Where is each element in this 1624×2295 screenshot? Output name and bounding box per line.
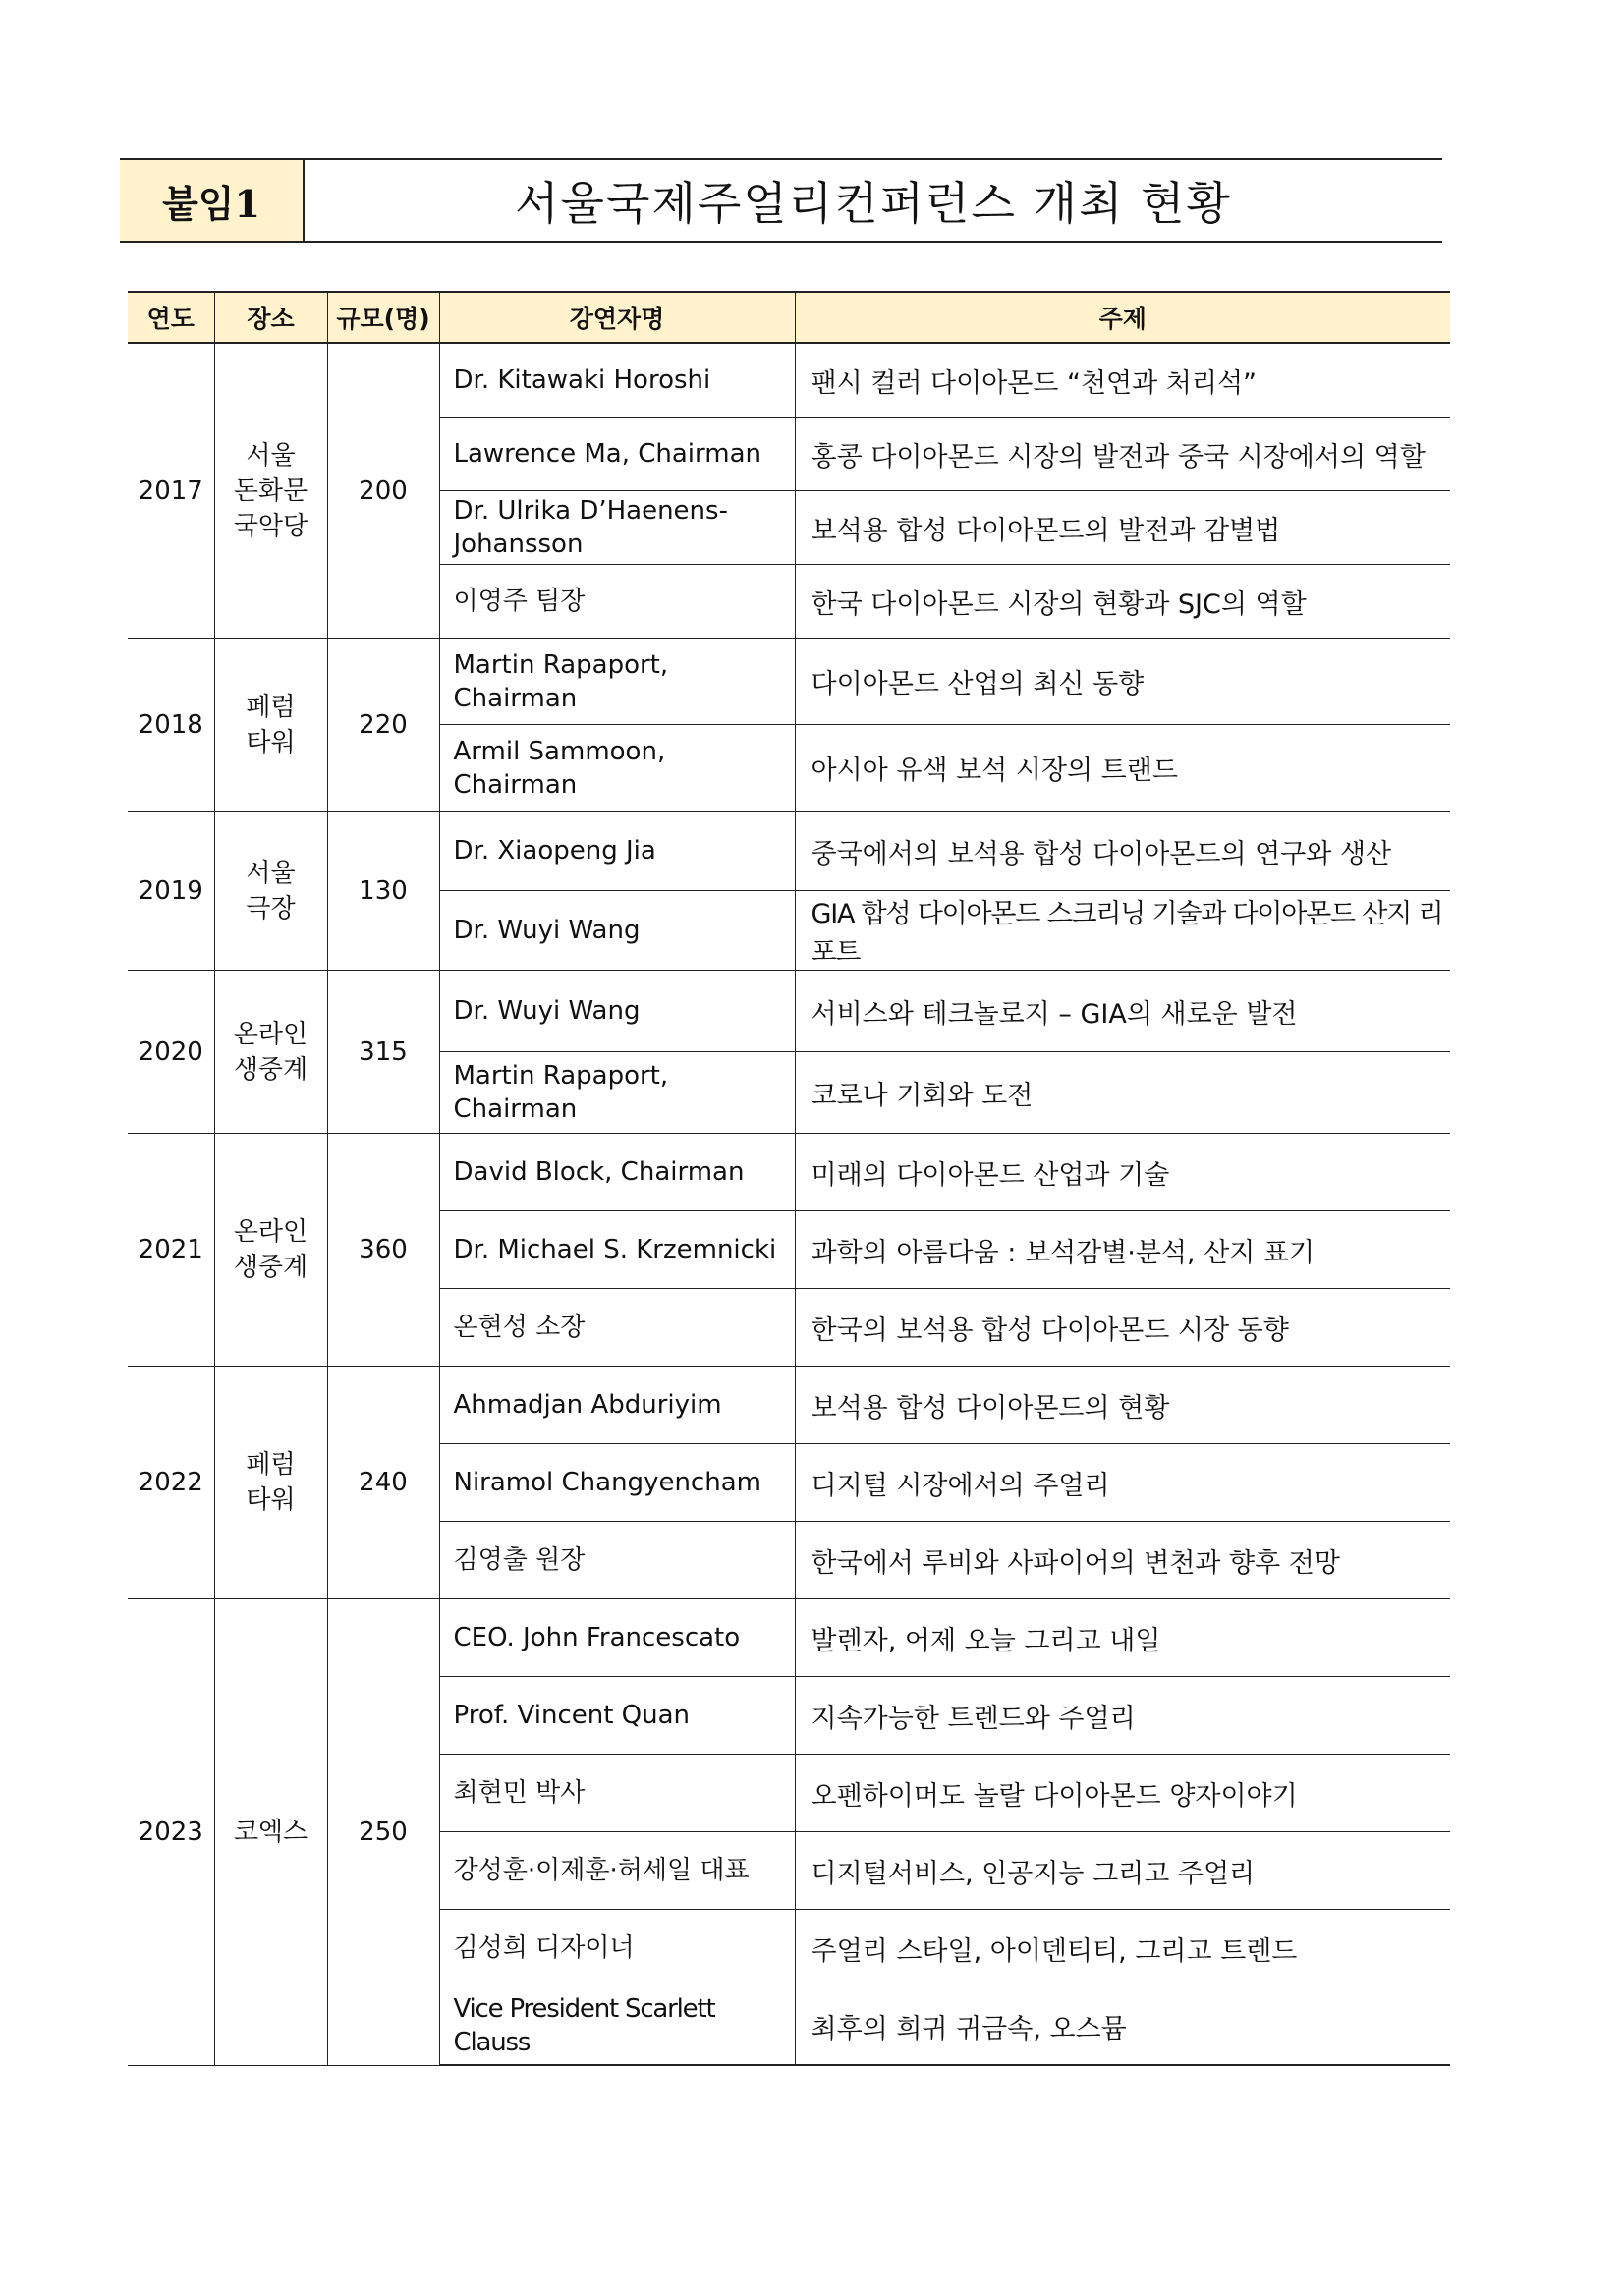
topic-cell: 미래의 다이아몬드 산업과 기술 — [795, 1134, 1450, 1211]
topic-cell: 과학의 아름다움 : 보석감별·분석, 산지 표기 — [795, 1211, 1450, 1289]
year-cell: 2018 — [128, 639, 214, 812]
scale-cell: 240 — [327, 1367, 439, 1599]
speaker-cell: Armil Sammoon, Chairman — [439, 725, 795, 812]
col-header-topic: 주제 — [795, 292, 1450, 343]
venue-cell: 온라인 생중계 — [214, 971, 327, 1134]
speaker-cell: 김성희 디자이너 — [439, 1910, 795, 1987]
speaker-cell: CEO. John Francescato — [439, 1599, 795, 1677]
speaker-cell: Martin Rapaport, Chairman — [439, 639, 795, 725]
col-header-venue: 장소 — [214, 292, 327, 343]
scale-cell: 130 — [327, 812, 439, 971]
topic-cell: 중국에서의 보석용 합성 다이아몬드의 연구와 생산 — [795, 812, 1450, 891]
speaker-cell: Ahmadjan Abduriyim — [439, 1367, 795, 1444]
table-row — [128, 639, 1450, 725]
scale-cell: 200 — [327, 343, 439, 639]
topic-cell: 아시아 유색 보석 시장의 트랜드 — [795, 725, 1450, 812]
speaker-cell: Dr. Kitawaki Horoshi — [439, 343, 795, 418]
scale-cell: 315 — [327, 971, 439, 1134]
speaker-cell: 이영주 팀장 — [439, 565, 795, 639]
topic-cell: GIA 합성 다이아몬드 스크리닝 기술과 다이아몬드 산지 리포트 — [795, 891, 1450, 971]
topic-cell: 디지털 시장에서의 주얼리 — [795, 1444, 1450, 1522]
topic-cell: 지속가능한 트렌드와 주얼리 — [795, 1677, 1450, 1755]
col-header-year: 연도 — [128, 292, 214, 343]
speaker-cell: 최현민 박사 — [439, 1755, 795, 1832]
speaker-cell: Niramol Changyencham — [439, 1444, 795, 1522]
topic-cell: 한국 다이아몬드 시장의 현황과 SJC의 역할 — [795, 565, 1450, 639]
speaker-cell: David Block, Chairman — [439, 1134, 795, 1211]
speaker-cell: 온현성 소장 — [439, 1289, 795, 1367]
col-header-scale: 규모(명) — [327, 292, 439, 343]
venue-cell: 페럼 타워 — [214, 639, 327, 812]
venue-cell: 서울 돈화문 국악당 — [214, 343, 327, 639]
topic-cell: 다이아몬드 산업의 최신 동향 — [795, 639, 1450, 725]
table-row — [128, 1367, 1450, 1444]
speaker-cell: Martin Rapaport, Chairman — [439, 1052, 795, 1134]
table-row — [128, 812, 1450, 891]
speaker-cell: Dr. Wuyi Wang — [439, 971, 795, 1052]
table-row — [128, 1599, 1450, 1677]
table-row — [128, 343, 1450, 418]
year-cell: 2023 — [128, 1599, 214, 2066]
year-cell: 2022 — [128, 1367, 214, 1599]
topic-cell: 주얼리 스타일, 아이덴티티, 그리고 트렌드 — [795, 1910, 1450, 1987]
title-box — [120, 158, 1442, 243]
topic-cell: 보석용 합성 다이아몬드의 현황 — [795, 1367, 1450, 1444]
year-cell: 2017 — [128, 343, 214, 639]
speaker-cell: Lawrence Ma, Chairman — [439, 418, 795, 491]
table-header-row — [128, 292, 1450, 343]
topic-cell: 디지털서비스, 인공지능 그리고 주얼리 — [795, 1832, 1450, 1910]
speaker-cell: Dr. Wuyi Wang — [439, 891, 795, 971]
speaker-cell: Dr. Michael S. Krzemnicki — [439, 1211, 795, 1289]
venue-cell: 페럼 타워 — [214, 1367, 327, 1599]
scale-cell: 360 — [327, 1134, 439, 1367]
table-row — [128, 971, 1450, 1052]
scale-cell: 250 — [327, 1599, 439, 2066]
speaker-cell: Prof. Vincent Quan — [439, 1677, 795, 1755]
document-title: 서울국제주얼리컨퍼런스 개최 현황 — [515, 177, 1232, 230]
speaker-cell: 강성훈·이제훈·허세일 대표 — [439, 1832, 795, 1910]
topic-cell: 최후의 희귀 귀금속, 오스뮴 — [795, 1987, 1450, 2066]
topic-cell: 발렌자, 어제 오늘 그리고 내일 — [795, 1599, 1450, 1677]
table-row — [128, 1134, 1450, 1211]
speaker-cell: 김영출 원장 — [439, 1522, 795, 1599]
attachment-tag: 붙임1 — [120, 160, 305, 241]
conference-table — [128, 291, 1450, 2066]
year-cell: 2020 — [128, 971, 214, 1134]
topic-cell: 코로나 기회와 도전 — [795, 1052, 1450, 1134]
topic-cell: 한국에서 루비와 사파이어의 변천과 향후 전망 — [795, 1522, 1450, 1599]
speaker-cell: Vice President Scarlett Clauss — [439, 1987, 795, 2066]
venue-cell: 온라인 생중계 — [214, 1134, 327, 1367]
speaker-cell: Dr. Xiaopeng Jia — [439, 812, 795, 891]
venue-cell: 코엑스 — [214, 1599, 327, 2066]
topic-cell: 한국의 보석용 합성 다이아몬드 시장 동향 — [795, 1289, 1450, 1367]
topic-cell: 홍콩 다이아몬드 시장의 발전과 중국 시장에서의 역할 — [795, 418, 1450, 491]
topic-cell: 보석용 합성 다이아몬드의 발전과 감별법 — [795, 491, 1450, 565]
venue-cell: 서울 극장 — [214, 812, 327, 971]
speaker-cell: Dr. Ulrika D’Haenens-Johansson — [439, 491, 795, 565]
topic-cell: 오펜하이머도 놀랄 다이아몬드 양자이야기 — [795, 1755, 1450, 1832]
year-cell: 2021 — [128, 1134, 214, 1367]
col-header-speaker: 강연자명 — [439, 292, 795, 343]
topic-cell: 서비스와 테크놀로지 – GIA의 새로운 발전 — [795, 971, 1450, 1052]
scale-cell: 220 — [327, 639, 439, 812]
topic-cell: 팬시 컬러 다이아몬드 “천연과 처리석” — [795, 343, 1450, 418]
year-cell: 2019 — [128, 812, 214, 971]
